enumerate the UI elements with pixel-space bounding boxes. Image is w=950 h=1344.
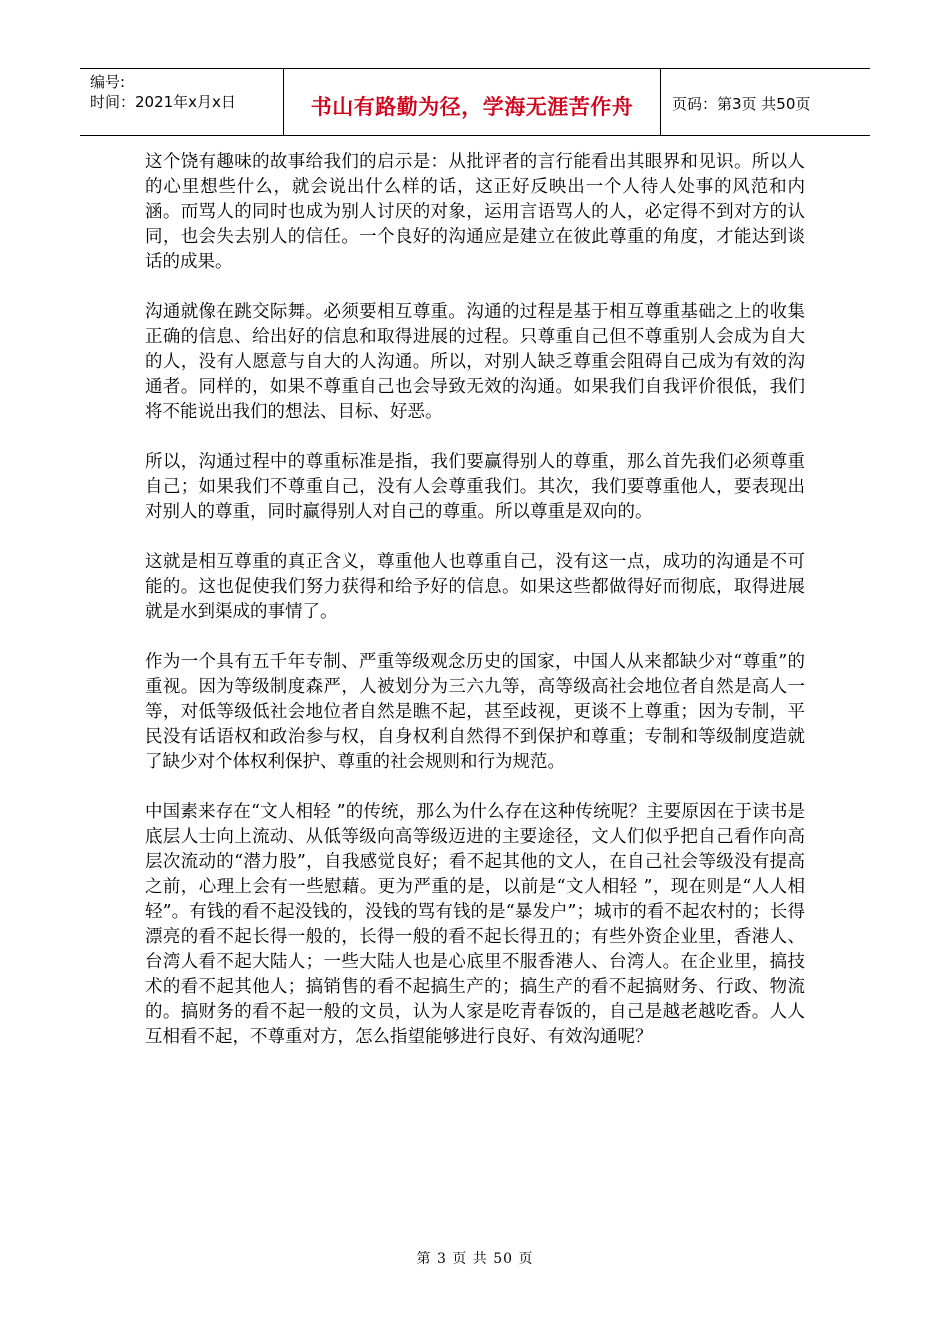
header-page-cell: [660, 69, 870, 135]
document-time-label: 时间：2021年x月x日: [90, 93, 236, 111]
header-left-cell: [80, 69, 282, 135]
page-footer: 第 3 页 共 50 页: [416, 1251, 534, 1267]
paragraph: 中国素来存在“文人相轻 ”的传统，那么为什么存在这种传统呢？主要原因在于读书是底层人士向上流动、从低等级向高等级迈进的主要途径，文人们似乎把自己看作向高层次流动的“潜力股”，自我感觉良好；看不起其他的文人，在自己社会等级没有提高之前，心理上会有一些慰藉。更为严重的是，以前是“文人相轻 ”，现在则是“人人相轻”。有钱的看不起没钱的，没钱的骂有钱的是“暴发户”；城市的看不起农村的；长得漂亮的看不起长得一般的，长得一般的看不起长得丑的；有些外资企业里，香港人、台湾人看不起大陆人；一些大陆人也是心底里不服香港人、台湾人。在企业里，搞技术的看不起其他人；搞销售的看不起搞生产的；搞生产的看不起搞财务、行政、物流的。搞财务的看不起一般的文员，认为人家是吃青春饭的，自己是越老越吃香。人人互相看不起，不尊重对方，怎么指望能够进行良好、有效沟通呢？: [145, 802, 805, 1047]
page-header: [80, 68, 870, 136]
header-motto: 书山有路勤为径，学海无涯苦作舟: [310, 94, 634, 119]
header-motto-cell: [283, 69, 661, 135]
paragraph: 沟通就像在跳交际舞。必须要相互尊重。沟通的过程是基于相互尊重基础之上的收集正确的信息、给出好的信息和取得进展的过程。只尊重自己但不尊重别人会成为自大的人，没有人愿意与自大的人沟通。所以，对别人缺乏尊重会阻碍自己成为有效的沟通者。同样的，如果不尊重自己也会导致无效的沟通。如果我们自我评价很低，我们将不能说出我们的想法、目标、好恶。: [145, 302, 805, 422]
document-body: [145, 150, 805, 1075]
paragraph: 所以，沟通过程中的尊重标准是指，我们要赢得别人的尊重，那么首先我们必须尊重自己；如果我们不尊重自己，没有人会尊重我们。其次，我们要尊重他人，要表现出对别人的尊重，同时赢得别人对自己的尊重。所以尊重是双向的。: [145, 452, 805, 522]
document-code-label: 编号:: [90, 73, 126, 91]
paragraph: 这就是相互尊重的真正含义，尊重他人也尊重自己，没有这一点，成功的沟通是不可能的。这也促使我们努力获得和给予好的信息。如果这些都做得好而彻底，取得进展就是水到渠成的事情了。: [145, 552, 805, 622]
paragraph: 作为一个具有五千年专制、严重等级观念历史的国家，中国人从来都缺少对“尊重”的重视。因为等级制度森严，人被划分为三六九等，高等级高社会地位者自然是高人一等，对低等级低社会地位者自然是瞧不起，甚至歧视，更谈不上尊重；因为专制，平民没有话语权和政治参与权，自身权利自然得不到保护和尊重；专制和等级制度造就了缺少对个体权利保护、尊重的社会规则和行为规范。: [145, 652, 805, 772]
paragraph: 这个饶有趣味的故事给我们的启示是：从批评者的言行能看出其眼界和见识。所以人的心里想些什么，就会说出什么样的话，这正好反映出一个人待人处事的风范和内涵。而骂人的同时也成为别人讨厌的对象，运用言语骂人的人，必定得不到对方的认同，也会失去别人的信任。一个良好的沟通应是建立在彼此尊重的角度，才能达到谈话的成果。: [145, 152, 805, 272]
header-page-info: 页码：第3页 共50页: [672, 95, 811, 113]
